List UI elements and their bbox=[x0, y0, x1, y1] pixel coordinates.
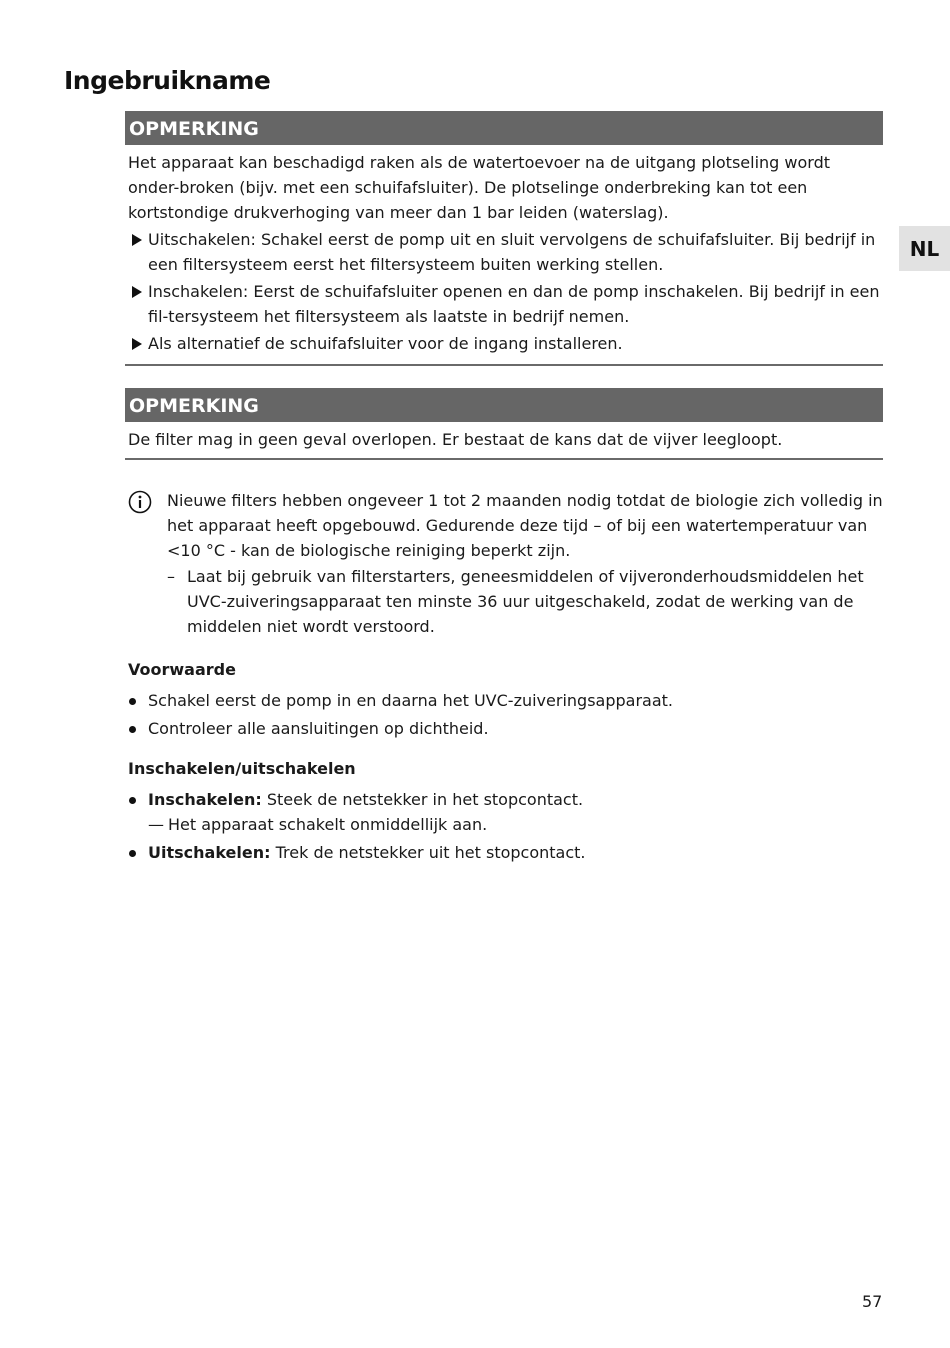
notice-heading: OPMERKING bbox=[125, 388, 883, 422]
section-heading: Inschakelen/uitschakelen bbox=[128, 759, 356, 778]
switch-on-result-text: Het apparaat schakelt onmiddellijk aan. bbox=[168, 815, 488, 834]
notice-action-text: Inschakelen: Eerst de schuifafsluiter openen en dan de pomp inschakelen. Bij bedrijf in een fil-tersysteem het filtersysteem als laatste in bedrijf nemen. bbox=[148, 282, 880, 326]
prerequisite-list bbox=[128, 688, 883, 741]
page-number: 57 bbox=[862, 1292, 883, 1311]
switching-list bbox=[128, 787, 883, 865]
dash-mark: – bbox=[167, 567, 175, 586]
info-text: Nieuwe filters hebben ongeveer 1 tot 2 maanden nodig totdat de biologie zich volledig in het apparaat heeft opgebouwd. Gedurende deze tijd – of bij een watertemperatuur van <10 °C - kan de biologische reiniging beperkt zijn. bbox=[167, 491, 883, 560]
bullet-dot-icon bbox=[129, 698, 136, 705]
list-item bbox=[128, 688, 883, 713]
notice-body bbox=[125, 422, 883, 458]
notice-body bbox=[125, 145, 883, 364]
triangle-right-icon bbox=[132, 286, 142, 298]
info-icon bbox=[128, 490, 152, 514]
bullet-dot-icon bbox=[129, 797, 136, 804]
section-heading: Voorwaarde bbox=[128, 660, 236, 679]
list-item-text: Schakel eerst de pomp in en daarna het UVC-zuiveringsapparaat. bbox=[148, 691, 673, 710]
notice-text: De filter mag in geen geval overlopen. Er bestaat de kans dat de vijver leegloopt. bbox=[128, 430, 783, 449]
info-dash-text: Laat bij gebruik van filterstarters, geneesmiddelen of vijveronderhoudsmiddelen het UVC-zuiveringsapparaat ten minste 36 uur uitgeschakeld, zodat de werking van de middelen niet wordt verstoord. bbox=[187, 567, 864, 636]
language-tab: NL bbox=[899, 226, 950, 271]
switch-on-result bbox=[148, 812, 883, 837]
triangle-right-icon bbox=[132, 234, 142, 246]
switch-off-text: Trek de netstekker uit het stopcontact. bbox=[270, 843, 586, 862]
switch-off-label: Uitschakelen: bbox=[148, 843, 271, 862]
prerequisite-section bbox=[128, 657, 883, 744]
notice-action-list bbox=[128, 227, 883, 356]
info-block bbox=[128, 488, 883, 639]
notice-box-waterslag bbox=[125, 111, 883, 366]
notice-box-overflow bbox=[125, 388, 883, 460]
dash-mark: — bbox=[148, 815, 164, 834]
notice-action-text: Als alternatief de schuifafsluiter voor de ingang installeren. bbox=[148, 334, 623, 353]
list-item bbox=[128, 840, 883, 865]
notice-action-item bbox=[128, 331, 883, 356]
notice-text: Het apparaat kan beschadigd raken als de watertoevoer na de uitgang plotseling wordt onder-broken (bijv. met een schuifafsluiter). De plotselinge onderbreking kan tot een kortstondige drukverhoging van meer dan 1 bar leiden (waterslag). bbox=[128, 153, 830, 222]
notice-action-text: Uitschakelen: Schakel eerst de pomp uit en sluit vervolgens de schuifafsluiter. Bij bedrijf in een filtersysteem eerst het filtersysteem buiten werking stellen. bbox=[148, 230, 876, 274]
switching-section bbox=[128, 756, 883, 868]
list-item bbox=[128, 716, 883, 741]
list-item bbox=[128, 787, 883, 837]
bullet-dot-icon bbox=[129, 726, 136, 733]
switch-on-text: Steek de netstekker in het stopcontact. bbox=[261, 790, 584, 809]
notice-action-item bbox=[128, 279, 883, 329]
notice-heading: OPMERKING bbox=[125, 111, 883, 145]
page-title: Ingebruikname bbox=[64, 66, 271, 95]
bullet-dot-icon bbox=[129, 850, 136, 857]
triangle-right-icon bbox=[132, 338, 142, 350]
switch-on-label: Inschakelen: bbox=[148, 790, 262, 809]
list-item-text: Controleer alle aansluitingen op dichtheid. bbox=[148, 719, 489, 738]
notice-action-item bbox=[128, 227, 883, 277]
info-dash-item bbox=[167, 564, 883, 639]
info-content bbox=[167, 488, 883, 639]
